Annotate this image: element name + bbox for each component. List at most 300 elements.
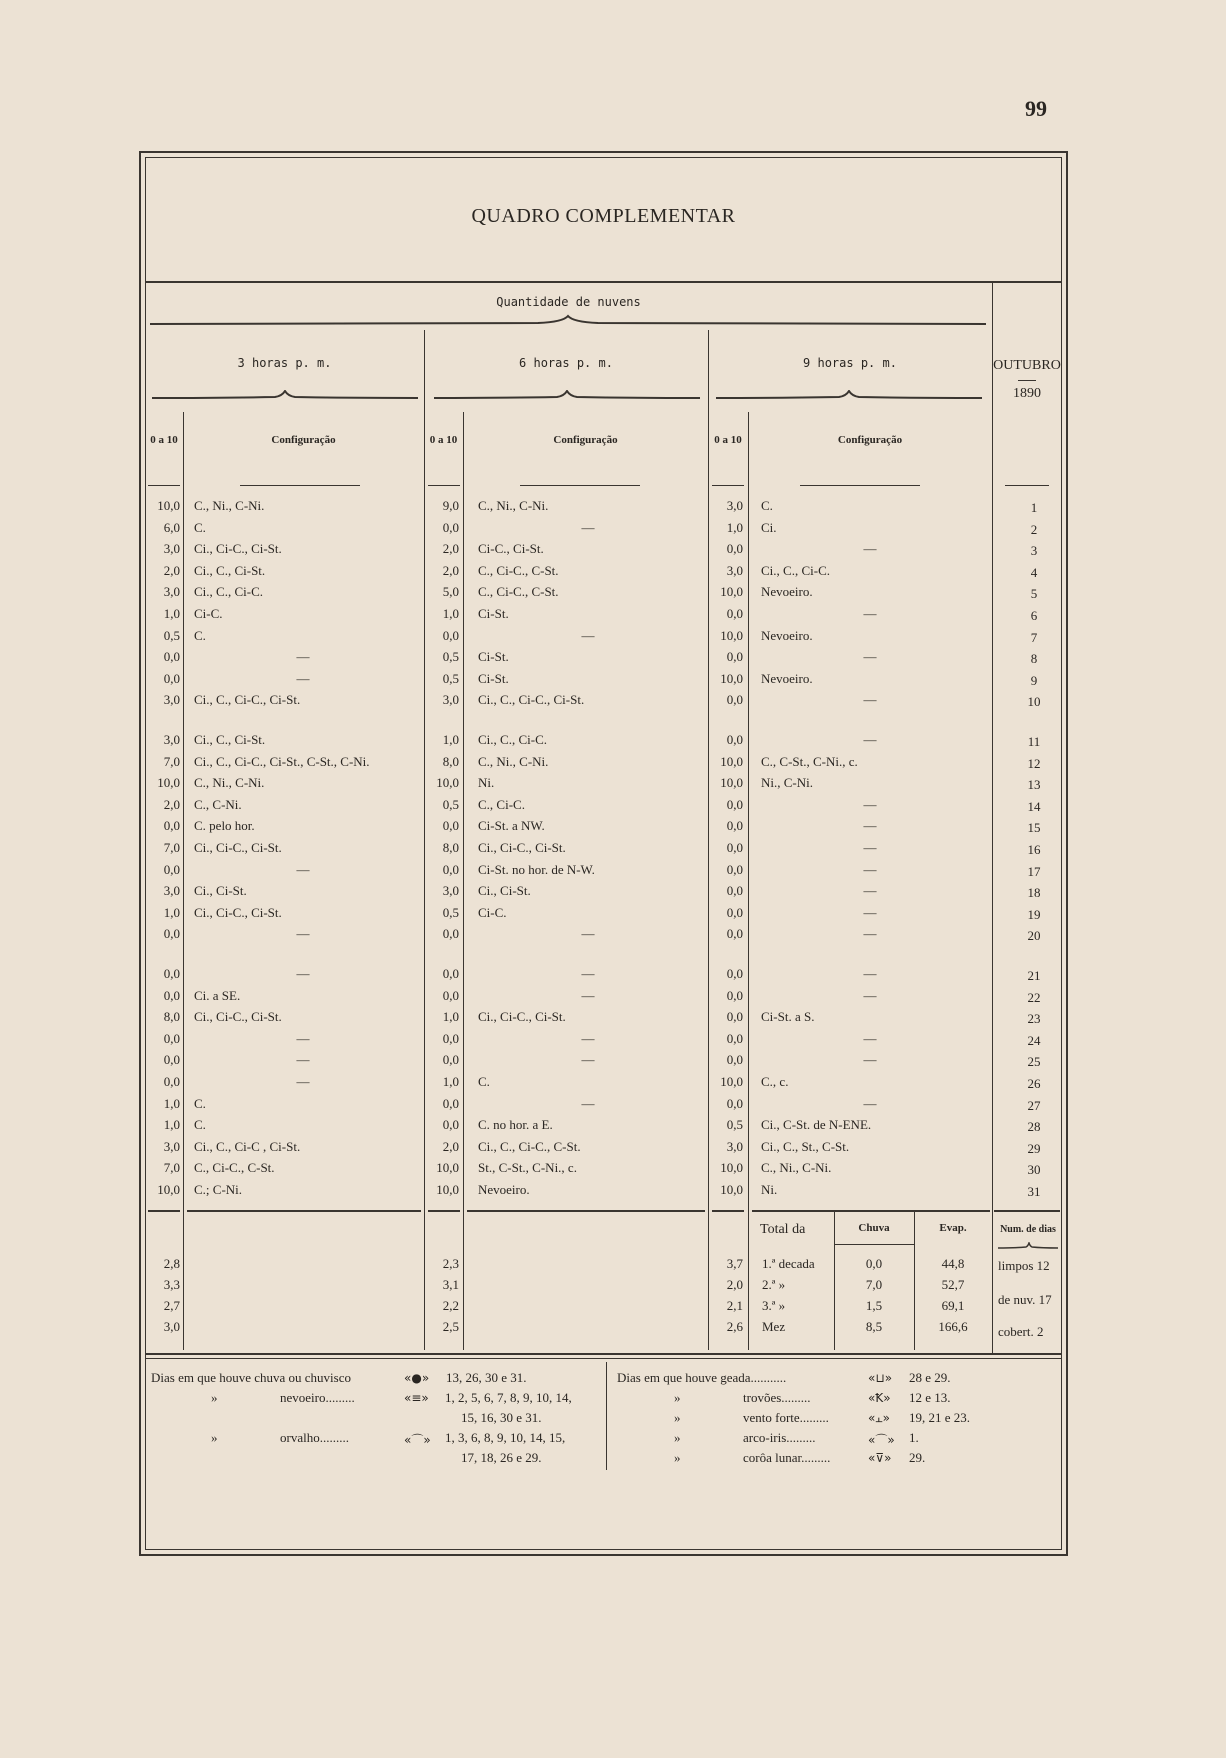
cloud-config: C., Ni., C-Ni. bbox=[194, 775, 265, 791]
legend-days: 1, 3, 6, 8, 9, 10, 14, 15, bbox=[445, 1430, 566, 1445]
config-dash: — bbox=[581, 1095, 595, 1111]
cloud-config: Ci., C., St., C-St. bbox=[761, 1138, 850, 1154]
config-dash: — bbox=[863, 966, 877, 981]
cloud-config: Ci-St. bbox=[478, 649, 509, 665]
legend-days: 1, 2, 5, 6, 7, 8, 9, 10, 14, bbox=[445, 1390, 572, 1405]
col-config-3: Configuração bbox=[271, 434, 336, 446]
cloud-amount: 5,0 bbox=[442, 584, 459, 600]
day-number: 25 bbox=[1027, 1054, 1041, 1070]
cloud-amount: 0,0 bbox=[442, 627, 459, 643]
cloud-amount: 0,0 bbox=[163, 966, 180, 981]
cloud-amount: 0,0 bbox=[726, 926, 743, 942]
cloud-config: Ci., Ci-C., Ci-St. bbox=[478, 1009, 566, 1025]
rule bbox=[1005, 485, 1049, 486]
day-column-divider bbox=[992, 283, 993, 1353]
cloud-amount: 0,0 bbox=[726, 840, 743, 855]
day-number: 19 bbox=[1027, 906, 1041, 922]
rule bbox=[994, 1210, 1060, 1212]
mean-6pm: 2,2 bbox=[442, 1298, 459, 1313]
cloud-amount: 0,0 bbox=[726, 883, 743, 899]
cloud-amount: 1,0 bbox=[726, 519, 743, 535]
cloud-config: Ci-St. no hor. de N-W. bbox=[478, 861, 595, 877]
day-number: 28 bbox=[1027, 1119, 1041, 1135]
mean-9pm: 2,1 bbox=[726, 1298, 743, 1313]
cloud-amount: 0,0 bbox=[726, 1095, 743, 1111]
rule bbox=[712, 1210, 744, 1212]
config-dash: — bbox=[296, 649, 310, 665]
cloud-amount: 1,0 bbox=[442, 1009, 459, 1025]
cloud-amount: 0,0 bbox=[163, 926, 180, 942]
cloud-config: Ci., Ci-C., Ci-St. bbox=[194, 840, 282, 855]
cloud-config: Ci., C., Ci-St. bbox=[194, 562, 266, 578]
amount-divider-1 bbox=[183, 412, 184, 1235]
rule bbox=[424, 1212, 425, 1350]
cloud-amount: 0,0 bbox=[726, 987, 743, 1003]
config-dash: — bbox=[863, 861, 877, 877]
config-dash: — bbox=[863, 649, 877, 665]
chuva-label: Chuva bbox=[858, 1222, 890, 1234]
cloud-config: Ci., Ci-C., Ci-St. bbox=[194, 541, 282, 557]
cloud-amount: 9,0 bbox=[442, 498, 459, 513]
period-label: Mez bbox=[762, 1319, 786, 1334]
chuva-value: 1,5 bbox=[865, 1298, 883, 1313]
cloud-amount: 0,0 bbox=[442, 861, 459, 877]
mean-3pm: 3,3 bbox=[163, 1277, 180, 1292]
config-dash: — bbox=[296, 1074, 310, 1089]
cloud-amount: 10,0 bbox=[436, 1160, 459, 1176]
config-dash: — bbox=[581, 1052, 595, 1068]
cloud-amount: 0,5 bbox=[726, 1117, 743, 1133]
day-number: 2 bbox=[1030, 521, 1038, 537]
brace-3pm bbox=[150, 390, 420, 402]
config-dash: — bbox=[296, 966, 310, 981]
day-number: 7 bbox=[1030, 629, 1038, 645]
page-number: 99 bbox=[1025, 96, 1047, 121]
cloud-amount: 0,0 bbox=[163, 1074, 180, 1089]
cloud-amount: 10,0 bbox=[157, 498, 180, 513]
config-dash: — bbox=[863, 541, 877, 557]
cloud-config: C., Ci-C. bbox=[478, 796, 525, 812]
cloud-config: Ci., C., Ci-C., Ci-St. bbox=[194, 692, 301, 708]
period-3pm: 3 horas p. m. bbox=[237, 356, 332, 370]
cloud-amount: 0,0 bbox=[726, 649, 743, 665]
period-label: 1.ª decada bbox=[762, 1256, 815, 1271]
legend-prefix: Dias em que houve chuva ou chuvisco bbox=[151, 1370, 352, 1385]
cloud-config: C., C-St., C-Ni., c. bbox=[761, 753, 858, 769]
cloud-amount: 0,0 bbox=[726, 1030, 743, 1046]
cloud-amount: 10,0 bbox=[157, 1182, 180, 1197]
legend-label: vento forte......... bbox=[743, 1410, 829, 1425]
day-number: 16 bbox=[1027, 842, 1041, 857]
cloud-amount: 0,0 bbox=[726, 732, 743, 747]
cloud-amount: 0,5 bbox=[442, 796, 459, 812]
config-dash: — bbox=[296, 926, 310, 942]
config-dash: — bbox=[863, 1095, 877, 1111]
amount-divider-3 bbox=[748, 412, 749, 1235]
cloud-amount: 2,0 bbox=[442, 562, 459, 578]
legend-ditto: » bbox=[211, 1430, 218, 1445]
legend-symbol: «●» bbox=[404, 1371, 430, 1385]
legend-ditto: » bbox=[211, 1390, 218, 1405]
page-title: QUADRO COMPLEMENTAR bbox=[471, 205, 736, 227]
period-label: 3.ª » bbox=[762, 1298, 786, 1313]
cloud-amount: 10,0 bbox=[720, 1160, 743, 1176]
config-dash: — bbox=[863, 840, 877, 855]
legend-symbol: «⌒» bbox=[404, 1433, 431, 1447]
cloud-config: Ci-C. bbox=[478, 904, 507, 920]
config-dash: — bbox=[863, 904, 877, 920]
cloud-config: Ci-St. a NW. bbox=[478, 818, 545, 834]
cloud-amount: 0,0 bbox=[726, 861, 743, 877]
rule bbox=[752, 1210, 990, 1212]
evap-value: 69,1 bbox=[941, 1298, 965, 1313]
legend-days: 13, 26, 30 e 31. bbox=[446, 1370, 527, 1385]
mean-9pm: 2,0 bbox=[726, 1277, 743, 1292]
period-divider-2 bbox=[708, 330, 709, 1235]
cloud-amount: 10,0 bbox=[720, 670, 743, 686]
cloud-amount: 3,0 bbox=[163, 1138, 180, 1154]
legend-symbol: «⫠» bbox=[868, 1411, 890, 1425]
day-number: 24 bbox=[1027, 1032, 1041, 1048]
cloud-amount: 0,0 bbox=[163, 987, 180, 1003]
cloud-config: C., Ni., C-Ni. bbox=[761, 1160, 832, 1176]
cloud-amount: 0,0 bbox=[726, 692, 743, 708]
cloud-amount: 0,0 bbox=[726, 818, 743, 834]
cloud-config: C. bbox=[478, 1074, 490, 1089]
cloud-amount: 10,0 bbox=[720, 753, 743, 769]
rule bbox=[240, 485, 360, 486]
cloud-amount: 3,0 bbox=[163, 541, 180, 557]
cloud-amount: 2,0 bbox=[442, 541, 459, 557]
cloud-amount: 0,0 bbox=[163, 1030, 180, 1046]
cloud-config: Ni. bbox=[478, 775, 495, 791]
cloud-amount: 2,0 bbox=[163, 796, 180, 812]
day-number: 23 bbox=[1027, 1011, 1041, 1027]
cloud-amount: 0,0 bbox=[163, 649, 180, 665]
config-dash: — bbox=[581, 926, 595, 942]
config-dash: — bbox=[863, 732, 877, 747]
cloud-amount: 1,0 bbox=[442, 1074, 459, 1089]
chuva-value: 8,5 bbox=[865, 1319, 883, 1334]
legend-divider bbox=[145, 1353, 1062, 1355]
cloud-config: Ci-St. bbox=[478, 606, 509, 621]
cloud-amount: 3,0 bbox=[442, 692, 459, 708]
cloud-config: Ci., Ci-C., Ci-St. bbox=[194, 904, 282, 920]
cloud-amount: 0,0 bbox=[726, 966, 743, 981]
cloud-amount: 8,0 bbox=[442, 753, 459, 769]
day-number: 14 bbox=[1027, 798, 1041, 814]
config-dash: — bbox=[581, 966, 595, 981]
cloud-amount: 10,0 bbox=[436, 1182, 459, 1197]
legend-label: corôa lunar......... bbox=[743, 1450, 831, 1465]
cloud-amount: 7,0 bbox=[163, 1160, 180, 1176]
day-number: 12 bbox=[1027, 755, 1041, 771]
config-dash: — bbox=[296, 1030, 310, 1046]
cloud-config: Ci-St. a S. bbox=[761, 1009, 815, 1025]
legend-symbol: «⊽» bbox=[868, 1451, 892, 1465]
legend-column-divider bbox=[606, 1362, 607, 1470]
day-number: 30 bbox=[1027, 1162, 1041, 1178]
cloud-amount: 6,0 bbox=[163, 519, 180, 535]
config-dash: — bbox=[581, 627, 595, 643]
cloud-config: Ci., C., Ci-St. bbox=[194, 732, 266, 747]
day-number: 20 bbox=[1027, 928, 1041, 944]
legend-days: 12 e 13. bbox=[909, 1390, 951, 1405]
col-config-9: Configuração bbox=[837, 434, 903, 446]
day-number: 1 bbox=[1030, 500, 1038, 515]
cloud-config: Ci., Ci-St. bbox=[478, 883, 531, 899]
legend-days: 28 e 29. bbox=[909, 1370, 951, 1385]
title-divider bbox=[145, 281, 1062, 283]
cloud-amount: 0,0 bbox=[726, 1052, 743, 1068]
mean-9pm: 2,6 bbox=[726, 1319, 743, 1334]
cloud-amount: 3,0 bbox=[163, 732, 180, 747]
cloud-config: Ci-St. bbox=[478, 670, 509, 686]
config-dash: — bbox=[863, 606, 877, 621]
rule bbox=[834, 1244, 914, 1245]
day-number: 9 bbox=[1030, 672, 1038, 688]
cloud-amount: 1,0 bbox=[163, 904, 180, 920]
legend-days: 17, 18, 26 e 29. bbox=[461, 1450, 542, 1465]
mean-3pm: 3,0 bbox=[163, 1319, 180, 1334]
legend-divider-thin bbox=[145, 1358, 1062, 1359]
day-number: 26 bbox=[1027, 1076, 1041, 1091]
amount-divider-2 bbox=[463, 412, 464, 1235]
legend-prefix: Dias em que houve geada........... bbox=[617, 1370, 787, 1385]
evap-value: 166,6 bbox=[938, 1319, 968, 1334]
config-dash: — bbox=[863, 692, 877, 708]
cloud-amount: 0,0 bbox=[442, 966, 459, 981]
legend-symbol: «≡» bbox=[404, 1391, 429, 1405]
cloud-amount: 0,0 bbox=[442, 1095, 459, 1111]
rule bbox=[708, 1212, 709, 1350]
config-dash: — bbox=[581, 1030, 595, 1046]
day-number: 22 bbox=[1027, 989, 1041, 1005]
day-number: 10 bbox=[1027, 694, 1041, 710]
cloud-amount: 0,0 bbox=[442, 926, 459, 942]
day-number: 27 bbox=[1027, 1097, 1041, 1113]
cloud-config: C. bbox=[761, 498, 773, 513]
config-dash: — bbox=[863, 926, 877, 942]
cloud-amount: 0,5 bbox=[442, 670, 459, 686]
legend-label: arco-iris......... bbox=[743, 1430, 816, 1445]
legend-ditto: » bbox=[674, 1390, 681, 1405]
cloud-amount: 3,0 bbox=[442, 883, 459, 899]
cloud-amount: 0,0 bbox=[163, 861, 180, 877]
legend-days: 1. bbox=[909, 1430, 919, 1445]
cloud-config: Ci., Ci-C., Ci-St. bbox=[194, 1009, 282, 1025]
cloud-config: C., c. bbox=[761, 1074, 789, 1089]
cloud-config: Nevoeiro. bbox=[761, 584, 813, 600]
cloud-amount: 0,0 bbox=[726, 796, 743, 812]
cloud-amount: 0,5 bbox=[442, 904, 459, 920]
evap-value: 44,8 bbox=[941, 1256, 965, 1271]
legend-days: 19, 21 e 23. bbox=[909, 1410, 971, 1425]
rule bbox=[183, 1212, 184, 1350]
cloud-config: Ci. a SE. bbox=[194, 987, 241, 1003]
rule bbox=[800, 485, 920, 486]
col-amount-3: 0 a 10 bbox=[150, 434, 178, 446]
cloud-config: C., Ni., C-Ni. bbox=[478, 498, 549, 513]
cloud-config: Ci., C-St. de N-ENE. bbox=[761, 1117, 872, 1133]
day-number: 17 bbox=[1027, 863, 1041, 879]
mean-9pm: 3,7 bbox=[726, 1256, 743, 1271]
config-dash: — bbox=[581, 987, 595, 1003]
month-underline bbox=[1018, 380, 1036, 381]
rule bbox=[428, 1210, 460, 1212]
cloud-amount: 0,5 bbox=[163, 627, 180, 643]
total-label: Total da bbox=[760, 1222, 806, 1237]
legend-ditto: » bbox=[674, 1450, 681, 1465]
numdias-label: Num. de dias bbox=[1000, 1224, 1056, 1235]
legend-days: 29. bbox=[909, 1450, 926, 1465]
cloud-config: Ni., C-Ni. bbox=[761, 775, 813, 791]
day-number: 29 bbox=[1027, 1140, 1041, 1156]
mean-6pm: 2,3 bbox=[442, 1256, 459, 1271]
cloud-amount: 7,0 bbox=[163, 840, 180, 855]
cloud-amount: 3,0 bbox=[726, 1138, 743, 1154]
cloud-amount: 10,0 bbox=[720, 1182, 743, 1197]
cloud-config: St., C-St., C-Ni., c. bbox=[478, 1160, 577, 1176]
legend-symbol: «Ꝁ» bbox=[868, 1391, 891, 1405]
evap-label: Evap. bbox=[939, 1222, 967, 1234]
config-dash: — bbox=[296, 1052, 310, 1068]
cloud-amount: 0,0 bbox=[726, 1009, 743, 1025]
cloud-amount: 0,0 bbox=[442, 1030, 459, 1046]
group-title: Quantidade de nuvens bbox=[496, 295, 641, 309]
cloud-amount: 0,0 bbox=[726, 541, 743, 557]
config-dash: — bbox=[863, 818, 877, 834]
legend-symbol: «⊔» bbox=[868, 1371, 893, 1385]
legend-symbol: «⌒» bbox=[868, 1433, 895, 1447]
col-config-6: Configuração bbox=[553, 434, 618, 446]
period-label: 2.ª » bbox=[762, 1277, 786, 1292]
config-dash: — bbox=[863, 796, 877, 812]
mean-6pm: 2,5 bbox=[442, 1319, 459, 1334]
cloud-config: Nevoeiro. bbox=[761, 670, 813, 686]
cloud-amount: 8,0 bbox=[442, 840, 459, 855]
cloud-config: C., Ci-C., C-St. bbox=[478, 584, 559, 600]
legend-label: orvalho......... bbox=[280, 1430, 349, 1445]
cloud-config: Ci-C., Ci-St. bbox=[478, 541, 544, 557]
cloud-amount: 10,0 bbox=[436, 775, 459, 791]
cloud-amount: 0,0 bbox=[442, 1052, 459, 1068]
cloud-amount: 3,0 bbox=[163, 692, 180, 708]
cloud-amount: 0,0 bbox=[163, 670, 180, 686]
cloud-config: C. no hor. a E. bbox=[478, 1117, 553, 1133]
cloud-amount: 3,0 bbox=[726, 498, 743, 513]
cloud-amount: 0,0 bbox=[442, 1117, 459, 1133]
cloud-amount: 3,0 bbox=[163, 584, 180, 600]
rule bbox=[148, 485, 180, 486]
cloud-amount: 0,0 bbox=[442, 519, 459, 535]
cloud-config: Ci., C., Ci-C. bbox=[761, 562, 830, 578]
cloud-amount: 7,0 bbox=[163, 753, 180, 769]
cloud-config: C., Ci-C., C-St. bbox=[194, 1160, 275, 1176]
cloud-amount: 10,0 bbox=[720, 627, 743, 643]
cloud-config: Nevoeiro. bbox=[478, 1182, 530, 1197]
cloud-amount: 0,0 bbox=[442, 818, 459, 834]
year-label: 1890 bbox=[1013, 386, 1041, 401]
cloud-amount: 0,0 bbox=[163, 1052, 180, 1068]
cloud-amount: 0,0 bbox=[442, 987, 459, 1003]
cloud-amount: 10,0 bbox=[720, 1074, 743, 1089]
group-brace bbox=[148, 314, 988, 328]
cloud-config: Ci., C., Ci-C., C-St. bbox=[478, 1138, 581, 1154]
cloud-config: C. bbox=[194, 1117, 206, 1133]
cloud-amount: 2,0 bbox=[442, 1138, 459, 1154]
col-amount-6: 0 a 10 bbox=[429, 434, 458, 446]
day-number: 3 bbox=[1030, 543, 1038, 559]
cloud-amount: 0,0 bbox=[726, 606, 743, 621]
day-number: 11 bbox=[1027, 734, 1041, 749]
numdias-brace bbox=[996, 1242, 1060, 1252]
cloud-amount: 2,0 bbox=[163, 562, 180, 578]
cloud-config: C. bbox=[194, 627, 206, 643]
rule bbox=[748, 1212, 749, 1350]
rule bbox=[428, 485, 460, 486]
day-number: 5 bbox=[1030, 586, 1038, 602]
cobert-count: cobert. 2 bbox=[998, 1324, 1044, 1339]
cloud-amount: 1,0 bbox=[442, 606, 459, 621]
legend-ditto: » bbox=[674, 1430, 681, 1445]
cloud-amount: 1,0 bbox=[442, 732, 459, 747]
cloud-config: Ci., C., Ci-C., Ci-St. bbox=[478, 692, 585, 708]
mean-3pm: 2,8 bbox=[163, 1256, 180, 1271]
day-number: 13 bbox=[1027, 777, 1041, 793]
cloud-config: Ci., Ci-C., Ci-St. bbox=[478, 840, 566, 855]
config-dash: — bbox=[581, 519, 595, 535]
cloud-config: Ci., C., Ci-C , Ci-St. bbox=[194, 1138, 301, 1154]
cloud-amount: 10,0 bbox=[720, 584, 743, 600]
cloud-config: Nevoeiro. bbox=[761, 627, 813, 643]
day-number: 6 bbox=[1030, 608, 1038, 623]
cloud-config: Ci., Ci-St. bbox=[194, 883, 247, 899]
rule bbox=[187, 1210, 421, 1212]
legend-days: 15, 16, 30 e 31. bbox=[461, 1410, 542, 1425]
cloud-config: Ci. bbox=[761, 519, 777, 535]
cloud-config: C., Ni., C-Ni. bbox=[194, 498, 265, 513]
brace-9pm bbox=[714, 390, 984, 402]
cloud-config: Ci., C., Ci-C. bbox=[194, 584, 263, 600]
period-6pm: 6 horas p. m. bbox=[519, 356, 613, 370]
chuva-value: 7,0 bbox=[865, 1277, 883, 1292]
evap-value: 52,7 bbox=[941, 1277, 965, 1292]
limpos-count: limpos 12 bbox=[998, 1258, 1050, 1273]
mean-6pm: 3,1 bbox=[442, 1277, 459, 1292]
period-9pm: 9 horas p. m. bbox=[803, 356, 897, 370]
cloud-amount: 10,0 bbox=[720, 775, 743, 791]
cloud-amount: 1,0 bbox=[163, 606, 180, 621]
rule bbox=[148, 1210, 180, 1212]
cloud-config: Ci., C., Ci-C. bbox=[478, 732, 547, 747]
day-number: 15 bbox=[1027, 820, 1041, 836]
rule bbox=[463, 1212, 464, 1350]
cloud-amount: 0,5 bbox=[442, 649, 459, 665]
cloud-config: Ni. bbox=[761, 1182, 778, 1197]
day-number: 21 bbox=[1027, 968, 1041, 983]
legend-label: trovões......... bbox=[743, 1390, 811, 1405]
cloud-amount: 3,0 bbox=[726, 562, 743, 578]
day-number: 18 bbox=[1027, 885, 1041, 901]
rule bbox=[467, 1210, 705, 1212]
config-dash: — bbox=[863, 883, 877, 899]
cloud-config: Ci-C. bbox=[194, 606, 223, 621]
cloud-config: C. bbox=[194, 1095, 206, 1111]
legend-label: nevoeiro......... bbox=[280, 1390, 355, 1405]
config-dash: — bbox=[863, 1052, 877, 1068]
nuv-count: de nuv. 17 bbox=[998, 1292, 1052, 1307]
